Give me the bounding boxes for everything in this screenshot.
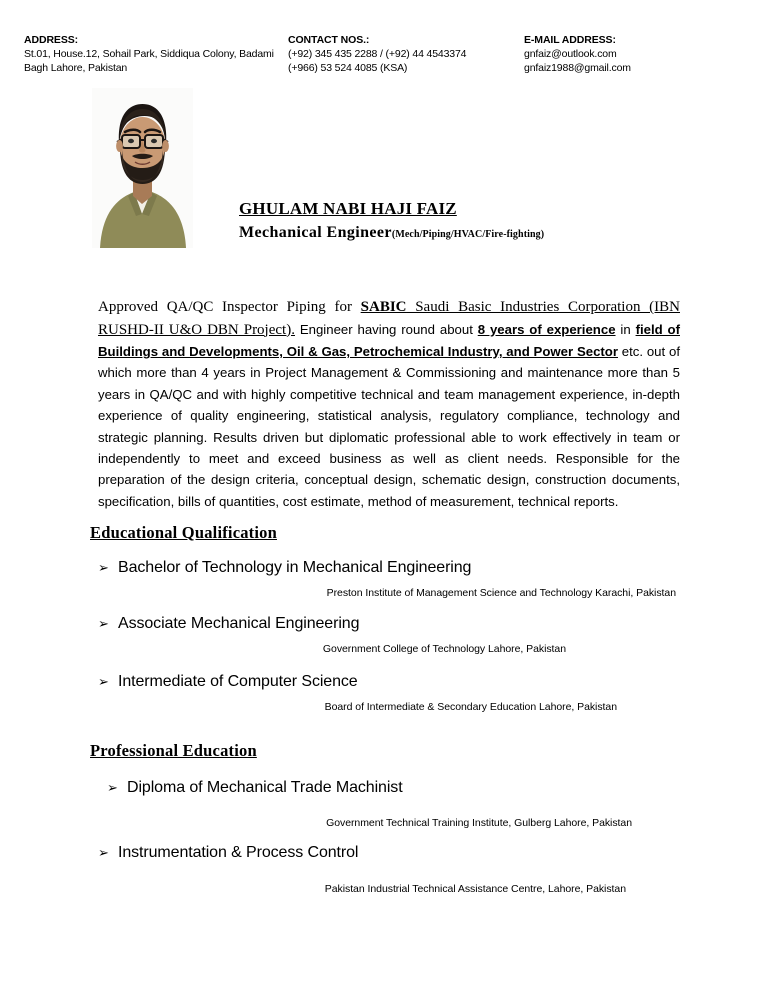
address-label: ADDRESS: — [24, 34, 79, 46]
summary-segment-8: etc. out of which more than 4 years in Project Management & Commissioning and maintenance more than 5 years in QA/QC and with highly competitive technical and team management experience, in-depth experience of quality engineering, statistical analysis, regulatory compliance, technology and strategic planning. Results driven but diplomatic professional able to work effectively in team or independently to meet and exceed business as well as client needs. Responsible for the preparation of the design criteria, conceptual design, schematic design, construction documents, specification, bills of quantities, cost estimate, method of measurement, technical reports. — [98, 344, 680, 509]
education-entry-bachelor — [98, 559, 698, 599]
arrow-bullet-icon: ➢ — [98, 846, 109, 861]
education-institute-name: Government College of Technology Lahore, Pakistan — [322, 643, 566, 655]
photo-illustration — [92, 88, 193, 248]
education-institute-name: Board of Intermediate & Secondary Education Lahore, Pakistan — [324, 701, 617, 713]
email-line-2[interactable]: gnfaiz1988@gmail.com — [524, 62, 631, 74]
education-entry-associate — [98, 615, 698, 655]
section-heading-professional-education: Professional Education — [90, 741, 257, 760]
email-line-1[interactable]: gnfaiz@outlook.com — [524, 48, 617, 60]
address-line-1: St.01, House.12, Sohail Park, Siddiqua Colony, Badami — [24, 48, 274, 60]
education-degree-title: Associate Mechanical Engineering — [118, 615, 360, 632]
professional-entry-title-row — [107, 779, 707, 797]
email-label: E-MAIL ADDRESS: — [524, 34, 616, 46]
professional-course-title: Instrumentation & Process Control — [118, 844, 359, 861]
section-heading-educational-qualification: Educational Qualification — [90, 523, 277, 542]
summary-segment-6: in — [615, 321, 636, 337]
summary-years-experience: 8 years of experience — [477, 321, 616, 337]
professional-institute-name: Government Technical Training Institute, Gulberg Lahore, Pakistan — [326, 817, 632, 829]
address-line-2: Bagh Lahore, Pakistan — [24, 62, 128, 74]
education-entry-title-row — [98, 559, 698, 577]
phone-line-2: (+966) 53 524 4085 (KSA) — [288, 62, 408, 74]
arrow-bullet-icon: ➢ — [98, 675, 109, 690]
professional-summary — [98, 296, 680, 512]
professional-entry-instrumentation — [98, 844, 698, 895]
professional-entry-diploma — [107, 779, 707, 829]
job-title-row — [239, 223, 659, 245]
summary-segment-1: Approved QA/QC Inspector Piping for — [98, 299, 361, 316]
contact-numbers-label: CONTACT NOS.: — [288, 34, 370, 46]
education-entry-title-row — [98, 615, 698, 633]
candidate-photo — [92, 88, 193, 248]
arrow-bullet-icon: ➢ — [98, 617, 109, 632]
address-column — [24, 33, 294, 75]
education-entry-intermediate — [98, 673, 698, 713]
professional-entry-title-row — [98, 844, 698, 862]
contact-numbers-column — [288, 33, 528, 75]
arrow-bullet-icon: ➢ — [107, 781, 118, 796]
phone-line-1: (+92) 345 435 2288 / (+92) 44 4543374 — [288, 48, 467, 60]
summary-fields-list: field of Buildings and Developments, Oil & Gas, Petrochemical Industry, and Power Sector — [98, 321, 680, 359]
professional-course-title: Diploma of Mechanical Trade Machinist — [127, 779, 403, 796]
summary-employer-full: Saudi Basic Industries Corporation (IBN RUSHD-II U&O DBN Project). — [98, 299, 680, 338]
professional-institute-name: Pakistan Industrial Technical Assistance Centre, Lahore, Pakistan — [324, 883, 626, 895]
arrow-bullet-icon: ➢ — [98, 561, 109, 576]
education-entry-title-row — [98, 673, 698, 691]
education-degree-title: Intermediate of Computer Science — [118, 673, 358, 690]
job-scope: (Mech/Piping/HVAC/Fire-fighting) — [391, 229, 545, 240]
education-degree-title: Bachelor of Technology in Mechanical Engineering — [118, 559, 472, 576]
summary-employer-acronym: SABIC — [360, 299, 407, 316]
education-institute-name: Preston Institute of Management Science and Technology Karachi, Pakistan — [326, 587, 676, 599]
identity-block — [239, 198, 659, 245]
job-title: Mechanical Engineer — [239, 224, 392, 241]
person-name: GHULAM NABI HAJI FAIZ — [239, 199, 457, 218]
email-column — [524, 33, 754, 75]
summary-segment-4: Engineer having round about — [294, 321, 478, 337]
